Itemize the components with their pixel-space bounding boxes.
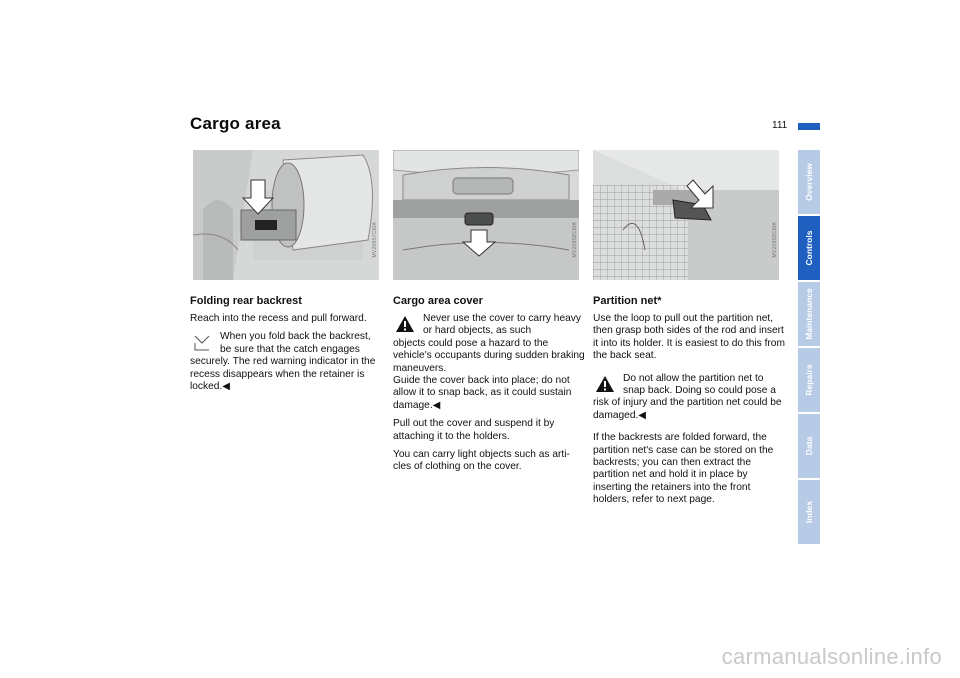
section-heading: Cargo area cover	[393, 295, 483, 307]
note-text-rest: objects could pose a hazard to the vehicle's occupants during sudden braking maneuvers.	[393, 337, 585, 374]
hint-icon	[192, 333, 212, 351]
figure-partition-net	[593, 150, 779, 280]
tab-label: Index	[804, 500, 814, 524]
section-paragraph: You can carry light objects such as arti- cles of clothing on the cover.	[393, 449, 570, 473]
tab-overview[interactable]	[798, 150, 820, 214]
note-text-rest: securely. The red warning indicator in the recess disappears when the retainer is locked.◀	[190, 356, 376, 393]
tab-label: Controls	[804, 230, 814, 266]
note-text-continued: Guide the cover back into place; do not allow it to snap back, as it could sustain damage.◀	[393, 375, 572, 411]
page-number-bar	[798, 123, 820, 130]
figure-rear-backrest	[193, 150, 379, 280]
hint-note	[190, 331, 382, 393]
figure-cargo-cover	[393, 150, 579, 280]
tab-controls[interactable]	[798, 216, 820, 280]
note-text-first: Never use the cover to carry heavy or hard objects, as such	[423, 313, 581, 337]
partition-net-illustration	[593, 150, 779, 280]
section-folding-rear-backrest	[190, 294, 382, 399]
section-heading: Partition net*	[593, 295, 662, 307]
tab-label: Repairs	[804, 364, 814, 396]
page-number: 111	[772, 120, 788, 131]
section-partition-net	[593, 294, 785, 513]
chapter-tabs	[798, 150, 820, 546]
warning-icon	[395, 315, 415, 333]
section-paragraph: If the backrests are folded forward, the partition net's case can be stored on the backrests; you can then extract the partition net and hold it in place by inserting the retainers into the front holders, refer to next page.	[593, 432, 774, 506]
page-title: Cargo area	[190, 114, 281, 133]
note-text-rest: risk of injury and the partition net could be damaged.◀	[593, 397, 782, 421]
tab-data[interactable]	[798, 414, 820, 478]
section-heading: Folding rear backrest	[190, 295, 302, 307]
warning-note	[593, 373, 785, 423]
tab-label: Data	[804, 436, 814, 456]
warning-note	[393, 313, 585, 412]
section-cargo-area-cover	[393, 294, 585, 480]
section-paragraph: Pull out the cover and suspend it by attaching it to the holders.	[393, 418, 555, 442]
section-paragraph: Use the loop to pull out the partition net, then grasp both sides of the rod and insert it into its holder. It is easiest to do this from the back seat.	[593, 313, 785, 362]
figure-code: MV20959CMA	[772, 222, 778, 258]
tab-label: Maintenance	[804, 288, 814, 340]
watermark: carmanualsonline.info	[721, 644, 942, 669]
tab-index[interactable]	[798, 480, 820, 544]
tab-repairs[interactable]	[798, 348, 820, 412]
backrest-illustration	[193, 150, 379, 280]
note-text-first: When you fold back the backrest, be sure that the catch engages	[220, 331, 371, 355]
note-text-first: Do not allow the partition net to snap back. Doing so could pose a	[623, 372, 776, 397]
section-intro: Reach into the recess and pull forward.	[190, 313, 367, 324]
footer	[0, 640, 960, 678]
figure-code: MV20957CMA	[372, 222, 378, 258]
tab-label: Overview	[804, 163, 814, 201]
figure-code: MV20958CMA	[572, 222, 578, 258]
warning-icon	[595, 375, 615, 393]
cargo-cover-illustration	[393, 150, 579, 280]
tab-maintenance[interactable]	[798, 282, 820, 346]
